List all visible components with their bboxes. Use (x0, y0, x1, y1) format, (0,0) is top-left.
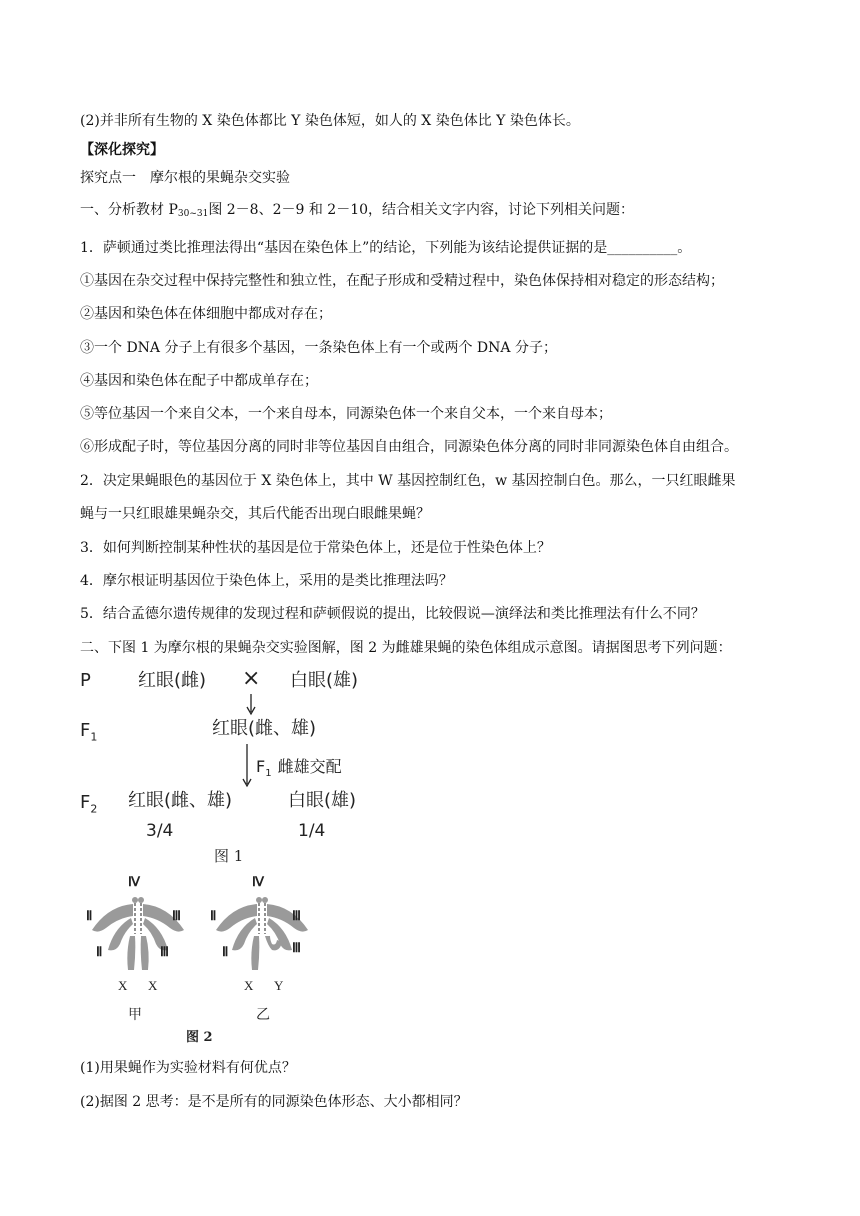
sub-question-2: (2)据图 2 思考：是不是所有的同源染色体形态、大小都相同？ (80, 1094, 468, 1110)
female-label-jia: 甲 (128, 1008, 142, 1023)
f2-generation-label: $F_2$ (80, 792, 98, 816)
female-sex-chromosome-2: X (148, 978, 158, 993)
page-range-subscript: 30~31 (177, 209, 209, 219)
p-male-white-eye: 白眼(雄) (290, 670, 359, 691)
question-2-line-2: 蝇与一只红眼雄果蝇杂交，其后代能否出现白眼雌果蝇？ (80, 506, 430, 522)
figure-2-caption: 图 2 (186, 1030, 213, 1045)
section-heading-deep-exploration: 【深化探究】 (80, 142, 164, 158)
question-2-line-1: 2．决定果蝇眼色的基因位于 X 染色体上，其中 W 基因控制红色，w 基因控制白色。那么，一只红眼雌果 (80, 473, 736, 489)
cross-sign: × (242, 666, 261, 691)
figure-1-caption: 图 1 (214, 847, 244, 865)
analysis-intro-post: 图 2－8、2－9 和 2－10，结合相关文字内容，讨论下列相关问题： (208, 202, 635, 218)
male-label-ii-lower: Ⅱ (222, 944, 229, 959)
p-female-red-eye: 红眼(雌) (138, 670, 207, 691)
option-4: ④基因和染色体在配子中都成单存在； (80, 373, 318, 389)
section-subheading-inquiry-1: 探究点一 摩尔根的果蝇杂交实验 (80, 170, 290, 186)
female-chromosome-set-drawing (86, 876, 196, 976)
male-label-yi: 乙 (256, 1008, 270, 1023)
text-line-analysis-intro (80, 200, 634, 224)
question-1: 1．萨顿通过类比推理法得出“基因在染色体上”的结论，下列能为该结论提供证据的是__________。 (80, 240, 692, 256)
f2-white-eye: 白眼(雄) (288, 790, 357, 811)
male-label-iii-upper: Ⅲ (292, 908, 301, 923)
option-3: ③一个 DNA 分子上有很多个基因，一条染色体上有一个或两个 DNA 分子； (80, 340, 557, 356)
p-generation-label: P (80, 670, 91, 691)
question-5: 5．结合孟德尔遗传规律的发现过程和萨顿假说的提出，比较假说—演绎法和类比推理法有什么不同？ (80, 606, 705, 622)
f2-ratio-red: 3/4 (146, 821, 174, 841)
male-label-ii-upper: Ⅱ (210, 908, 217, 923)
text-line-x-chromosome-note: (2)并非所有生物的 X 染色体都比 Y 染色体短，如人的 X 染色体比 Y 染色体长。 (80, 113, 580, 129)
male-chromosome-set-drawing (210, 876, 320, 976)
female-label-ii-lower: Ⅱ (96, 944, 103, 959)
option-6: ⑥形成配子时，等位基因分离的同时非等位基因自由组合，同源染色体分离的同时非同源染色体自由组合。 (80, 439, 738, 455)
female-sex-chromosome-1: X (118, 978, 128, 993)
male-label-iv: Ⅳ (252, 874, 264, 889)
female-label-iii-upper: Ⅲ (172, 908, 181, 923)
f2-red-eye: 红眼(雌、雄) (128, 790, 233, 811)
sub-question-1: (1)用果蝇作为实验材料有何优点？ (80, 1060, 296, 1076)
male-sex-chromosome-y: Y (274, 978, 284, 993)
male-label-iii-lower: Ⅲ (292, 940, 301, 955)
question-3: 3．如何判断控制某种性状的基因是位于常染色体上，还是位于性染色体上？ (80, 540, 551, 556)
female-label-iii-lower: Ⅲ (160, 944, 169, 959)
male-sex-chromosome-x: X (244, 978, 254, 993)
arrow-p-to-f1 (244, 694, 258, 716)
female-label-ii-upper: Ⅱ (86, 908, 93, 923)
f2-ratio-white: 1/4 (298, 821, 326, 841)
option-1: ①基因在杂交过程中保持完整性和独立性，在配子形成和受精过程中，染色体保持相对稳定的形态结构； (80, 273, 724, 289)
f1-result: 红眼(雌、雄) (212, 718, 317, 739)
part-2-intro: 二、下图 1 为摩尔根的果蝇杂交实验图解，图 2 为雌雄果蝇的染色体组成示意图。请据图思考下列问题： (80, 640, 732, 656)
question-4: 4．摩尔根证明基因位于染色体上，采用的是类比推理法吗？ (80, 573, 453, 589)
analysis-intro-pre: 一、分析教材 P (80, 202, 178, 218)
female-label-iv: Ⅳ (128, 874, 140, 889)
arrow-f1-to-f2 (240, 744, 254, 788)
option-2: ②基因和染色体在体细胞中都成对存在； (80, 306, 332, 322)
f1-generation-label: $F_1$ (80, 720, 98, 744)
option-5: ⑤等位基因一个来自父本，一个来自母本，同源染色体一个来自父本，一个来自母本； (80, 406, 612, 422)
f1-mating-note: $F_1$ 雌雄交配 (256, 757, 342, 780)
